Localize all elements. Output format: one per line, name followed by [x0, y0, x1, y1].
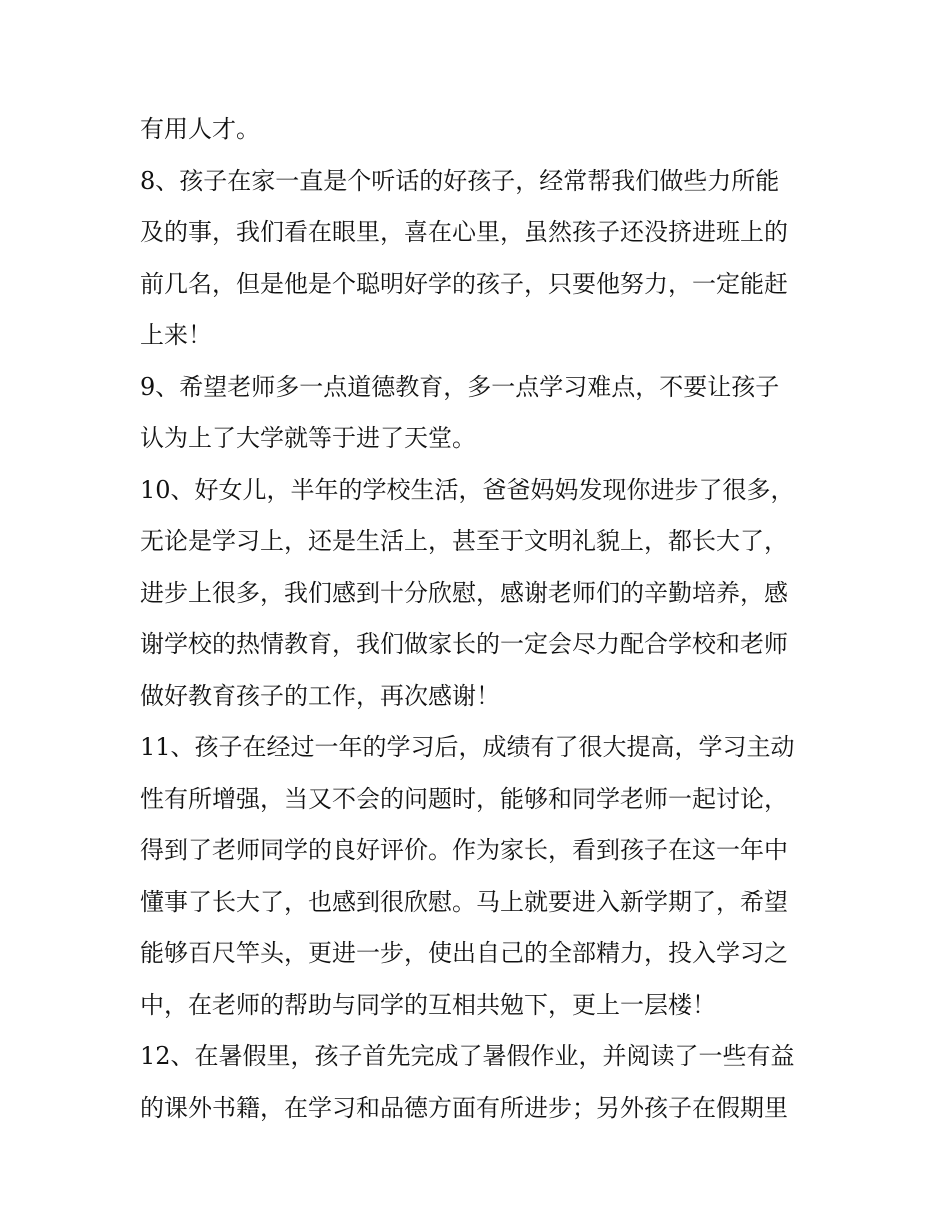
text-line: 12、在暑假里，孩子首先完成了暑假作业，并阅读了一些有益	[140, 1042, 795, 1070]
text-line: 及的事，我们看在眼里，喜在心里，虽然孩子还没挤进班上的	[140, 218, 788, 246]
text-line: 10、好女儿，半年的学校生活，爸爸妈妈发现你进步了很多，	[140, 475, 795, 504]
text-line: 得到了老师同学的良好评价。作为家长，看到孩子在这一年中	[140, 836, 788, 864]
text-line: 认为上了大学就等于进了天堂。	[140, 424, 476, 452]
text-line: 谢学校的热情教育，我们做家长的一定会尽力配合学校和老师	[140, 630, 788, 658]
text-line: 无论是学习上，还是生活上，甚至于文明礼貌上，都长大了，	[140, 527, 788, 555]
text-line: 11、孩子在经过一年的学习后，成绩有了很大提高，学习主动	[140, 733, 795, 761]
body-text	[140, 104, 820, 1134]
text-line: 进步上很多，我们感到十分欣慰，感谢老师们的辛勤培养，感	[140, 578, 788, 607]
text-line: 做好教育孩子的工作，再次感谢！	[140, 681, 500, 710]
text-line: 能够百尺竿头，更进一步，使出自己的全部精力，投入学习之	[140, 939, 788, 967]
text-line: 9、希望老师多一点道德教育，多一点学习难点，不要让孩子	[140, 372, 780, 401]
text-line: 懂事了长大了，也感到很欣慰。马上就要进入新学期了，希望	[140, 887, 788, 916]
text-line: 8、孩子在家一直是个听话的好孩子，经常帮我们做些力所能	[140, 166, 780, 195]
text-line: 的课外书籍，在学习和品德方面有所进步；另外孩子在假期里	[140, 1093, 788, 1122]
text-line: 性有所增强，当又不会的问题时，能够和同学老师一起讨论，	[140, 784, 788, 813]
text-line: 上来！	[140, 321, 212, 349]
text-line: 有用人才。	[140, 115, 260, 143]
text-line: 前几名，但是他是个聪明好学的孩子，只要他努力，一定能赶	[140, 269, 788, 298]
text-line: 中，在老师的帮助与同学的互相共勉下，更上一层楼！	[140, 990, 716, 1019]
